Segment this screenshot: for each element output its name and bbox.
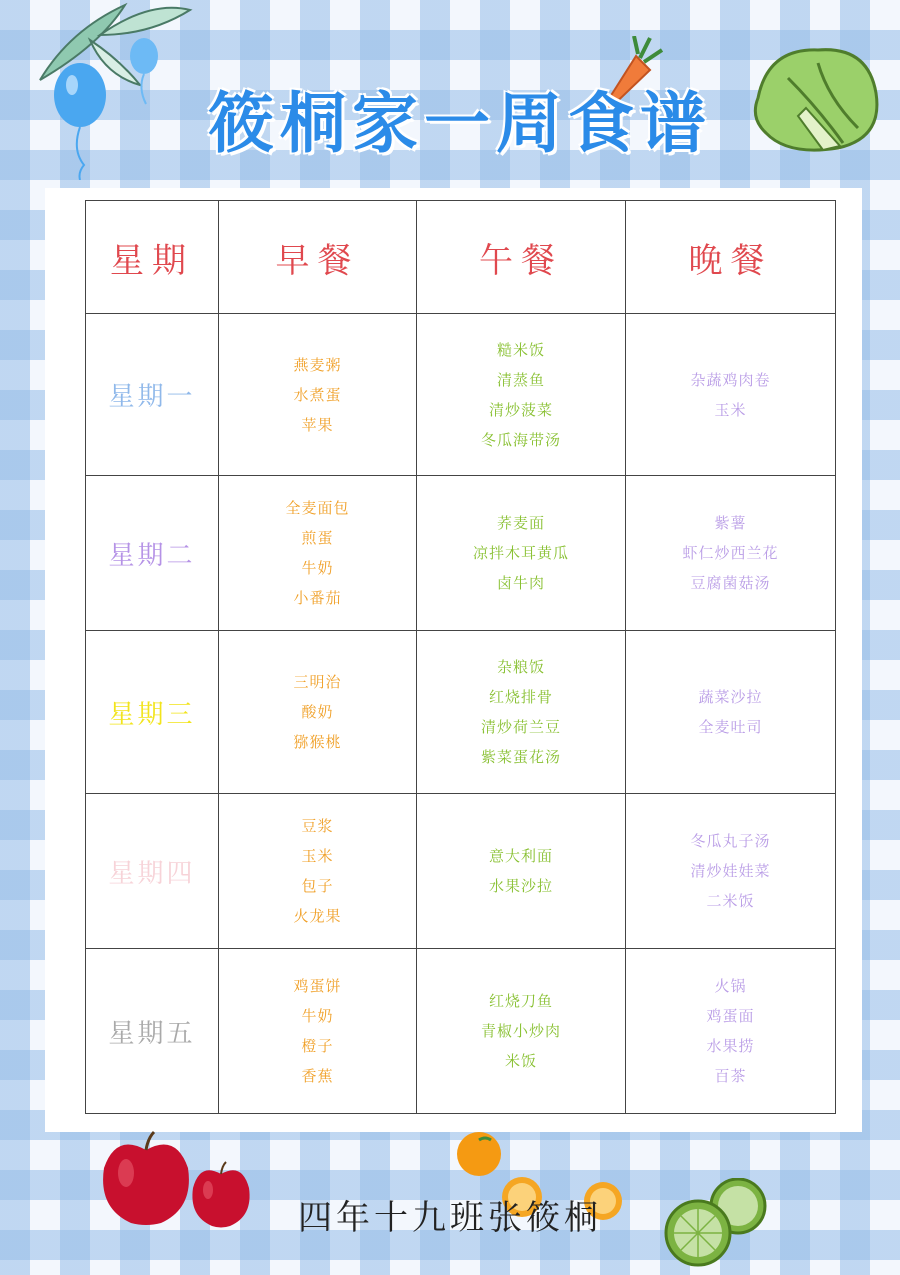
food-item: 虾仁炒西兰花 xyxy=(682,544,779,562)
menu-card xyxy=(45,188,862,1132)
food-item: 百茶 xyxy=(714,1067,747,1085)
dinner-cell xyxy=(626,314,836,476)
header-day: 星期 xyxy=(86,201,219,314)
food-item: 红烧排骨 xyxy=(488,688,553,706)
food-item: 米饭 xyxy=(504,1052,537,1070)
lunch-cell xyxy=(417,476,626,631)
table-row xyxy=(86,949,836,1114)
food-item: 豆浆 xyxy=(301,817,334,835)
lunch-cell xyxy=(417,631,626,794)
weekly-menu-table xyxy=(85,200,836,1114)
food-item: 红烧刀鱼 xyxy=(488,992,553,1010)
table-row xyxy=(86,631,836,794)
food-item: 燕麦粥 xyxy=(293,355,342,374)
breakfast-cell xyxy=(219,631,417,794)
food-item: 糙米饭 xyxy=(496,340,545,359)
food-item: 三明治 xyxy=(293,673,342,691)
food-item: 水果捞 xyxy=(706,1037,755,1055)
table-row xyxy=(86,476,836,631)
food-item: 酸奶 xyxy=(301,703,334,721)
food-item: 凉拌木耳黄瓜 xyxy=(472,544,569,562)
food-item: 卤牛肉 xyxy=(496,574,545,592)
food-item: 鸡蛋面 xyxy=(706,1007,755,1025)
signature: 四年十九班张筱桐 xyxy=(298,1198,602,1238)
food-item: 火锅 xyxy=(714,977,747,995)
food-item: 杂蔬鸡肉卷 xyxy=(690,370,771,389)
day-label: 星期一 xyxy=(86,314,219,476)
header-lunch: 午餐 xyxy=(417,201,626,314)
food-item: 玉米 xyxy=(301,847,334,865)
food-item: 冬瓜海带汤 xyxy=(480,430,561,449)
header-breakfast: 早餐 xyxy=(219,201,417,314)
breakfast-cell xyxy=(219,794,417,949)
breakfast-cell xyxy=(219,476,417,631)
header-dinner: 晚餐 xyxy=(626,201,836,314)
breakfast-cell xyxy=(219,949,417,1114)
food-item: 牛奶 xyxy=(301,1007,334,1025)
dinner-cell xyxy=(626,949,836,1114)
food-item: 紫菜蛋花汤 xyxy=(480,748,561,766)
food-item: 清炒娃娃菜 xyxy=(690,862,771,880)
food-item: 苹果 xyxy=(301,415,334,434)
lunch-cell xyxy=(417,314,626,476)
apple-icon xyxy=(96,1128,196,1228)
lunch-cell xyxy=(417,794,626,949)
day-label: 星期二 xyxy=(86,476,219,631)
food-item: 清炒菠菜 xyxy=(488,400,553,419)
food-item: 香蕉 xyxy=(301,1067,334,1085)
breakfast-cell xyxy=(219,314,417,476)
dinner-cell xyxy=(626,794,836,949)
food-item: 猕猴桃 xyxy=(293,733,342,751)
dinner-cell xyxy=(626,631,836,794)
food-item: 鸡蛋饼 xyxy=(293,977,342,995)
food-item: 小番茄 xyxy=(293,589,342,607)
lime-icon xyxy=(660,1178,780,1268)
table-row xyxy=(86,314,836,476)
day-label: 星期五 xyxy=(86,949,219,1114)
food-item: 全麦面包 xyxy=(285,499,350,517)
food-item: 二米饭 xyxy=(706,892,755,910)
lunch-cell xyxy=(417,949,626,1114)
food-item: 玉米 xyxy=(714,400,747,419)
food-item: 青椒小炒肉 xyxy=(480,1022,561,1040)
food-item: 荞麦面 xyxy=(496,514,545,532)
food-item: 橙子 xyxy=(301,1037,334,1055)
apple-icon xyxy=(188,1160,254,1230)
food-item: 冬瓜丸子汤 xyxy=(690,832,771,850)
food-item: 杂粮饭 xyxy=(496,658,545,676)
orange-icon xyxy=(455,1130,503,1178)
food-item: 意大利面 xyxy=(488,847,553,865)
food-item: 全麦吐司 xyxy=(698,718,763,736)
day-label: 星期四 xyxy=(86,794,219,949)
food-item: 火龙果 xyxy=(293,907,342,925)
food-item: 牛奶 xyxy=(301,559,334,577)
food-item: 清蒸鱼 xyxy=(496,370,545,389)
food-item: 清炒荷兰豆 xyxy=(480,718,561,736)
food-item: 煎蛋 xyxy=(301,529,334,547)
dinner-cell xyxy=(626,476,836,631)
food-item: 水煮蛋 xyxy=(293,385,342,404)
food-item: 豆腐菌菇汤 xyxy=(690,574,771,592)
food-item: 紫薯 xyxy=(714,514,747,532)
day-label: 星期三 xyxy=(86,631,219,794)
balloon-icon xyxy=(50,60,120,180)
table-row xyxy=(86,794,836,949)
food-item: 包子 xyxy=(301,877,334,895)
page-title: 筱桐家一周食谱 xyxy=(208,85,712,162)
food-item: 水果沙拉 xyxy=(488,877,553,895)
header-row xyxy=(86,201,836,314)
food-item: 蔬菜沙拉 xyxy=(698,688,763,706)
